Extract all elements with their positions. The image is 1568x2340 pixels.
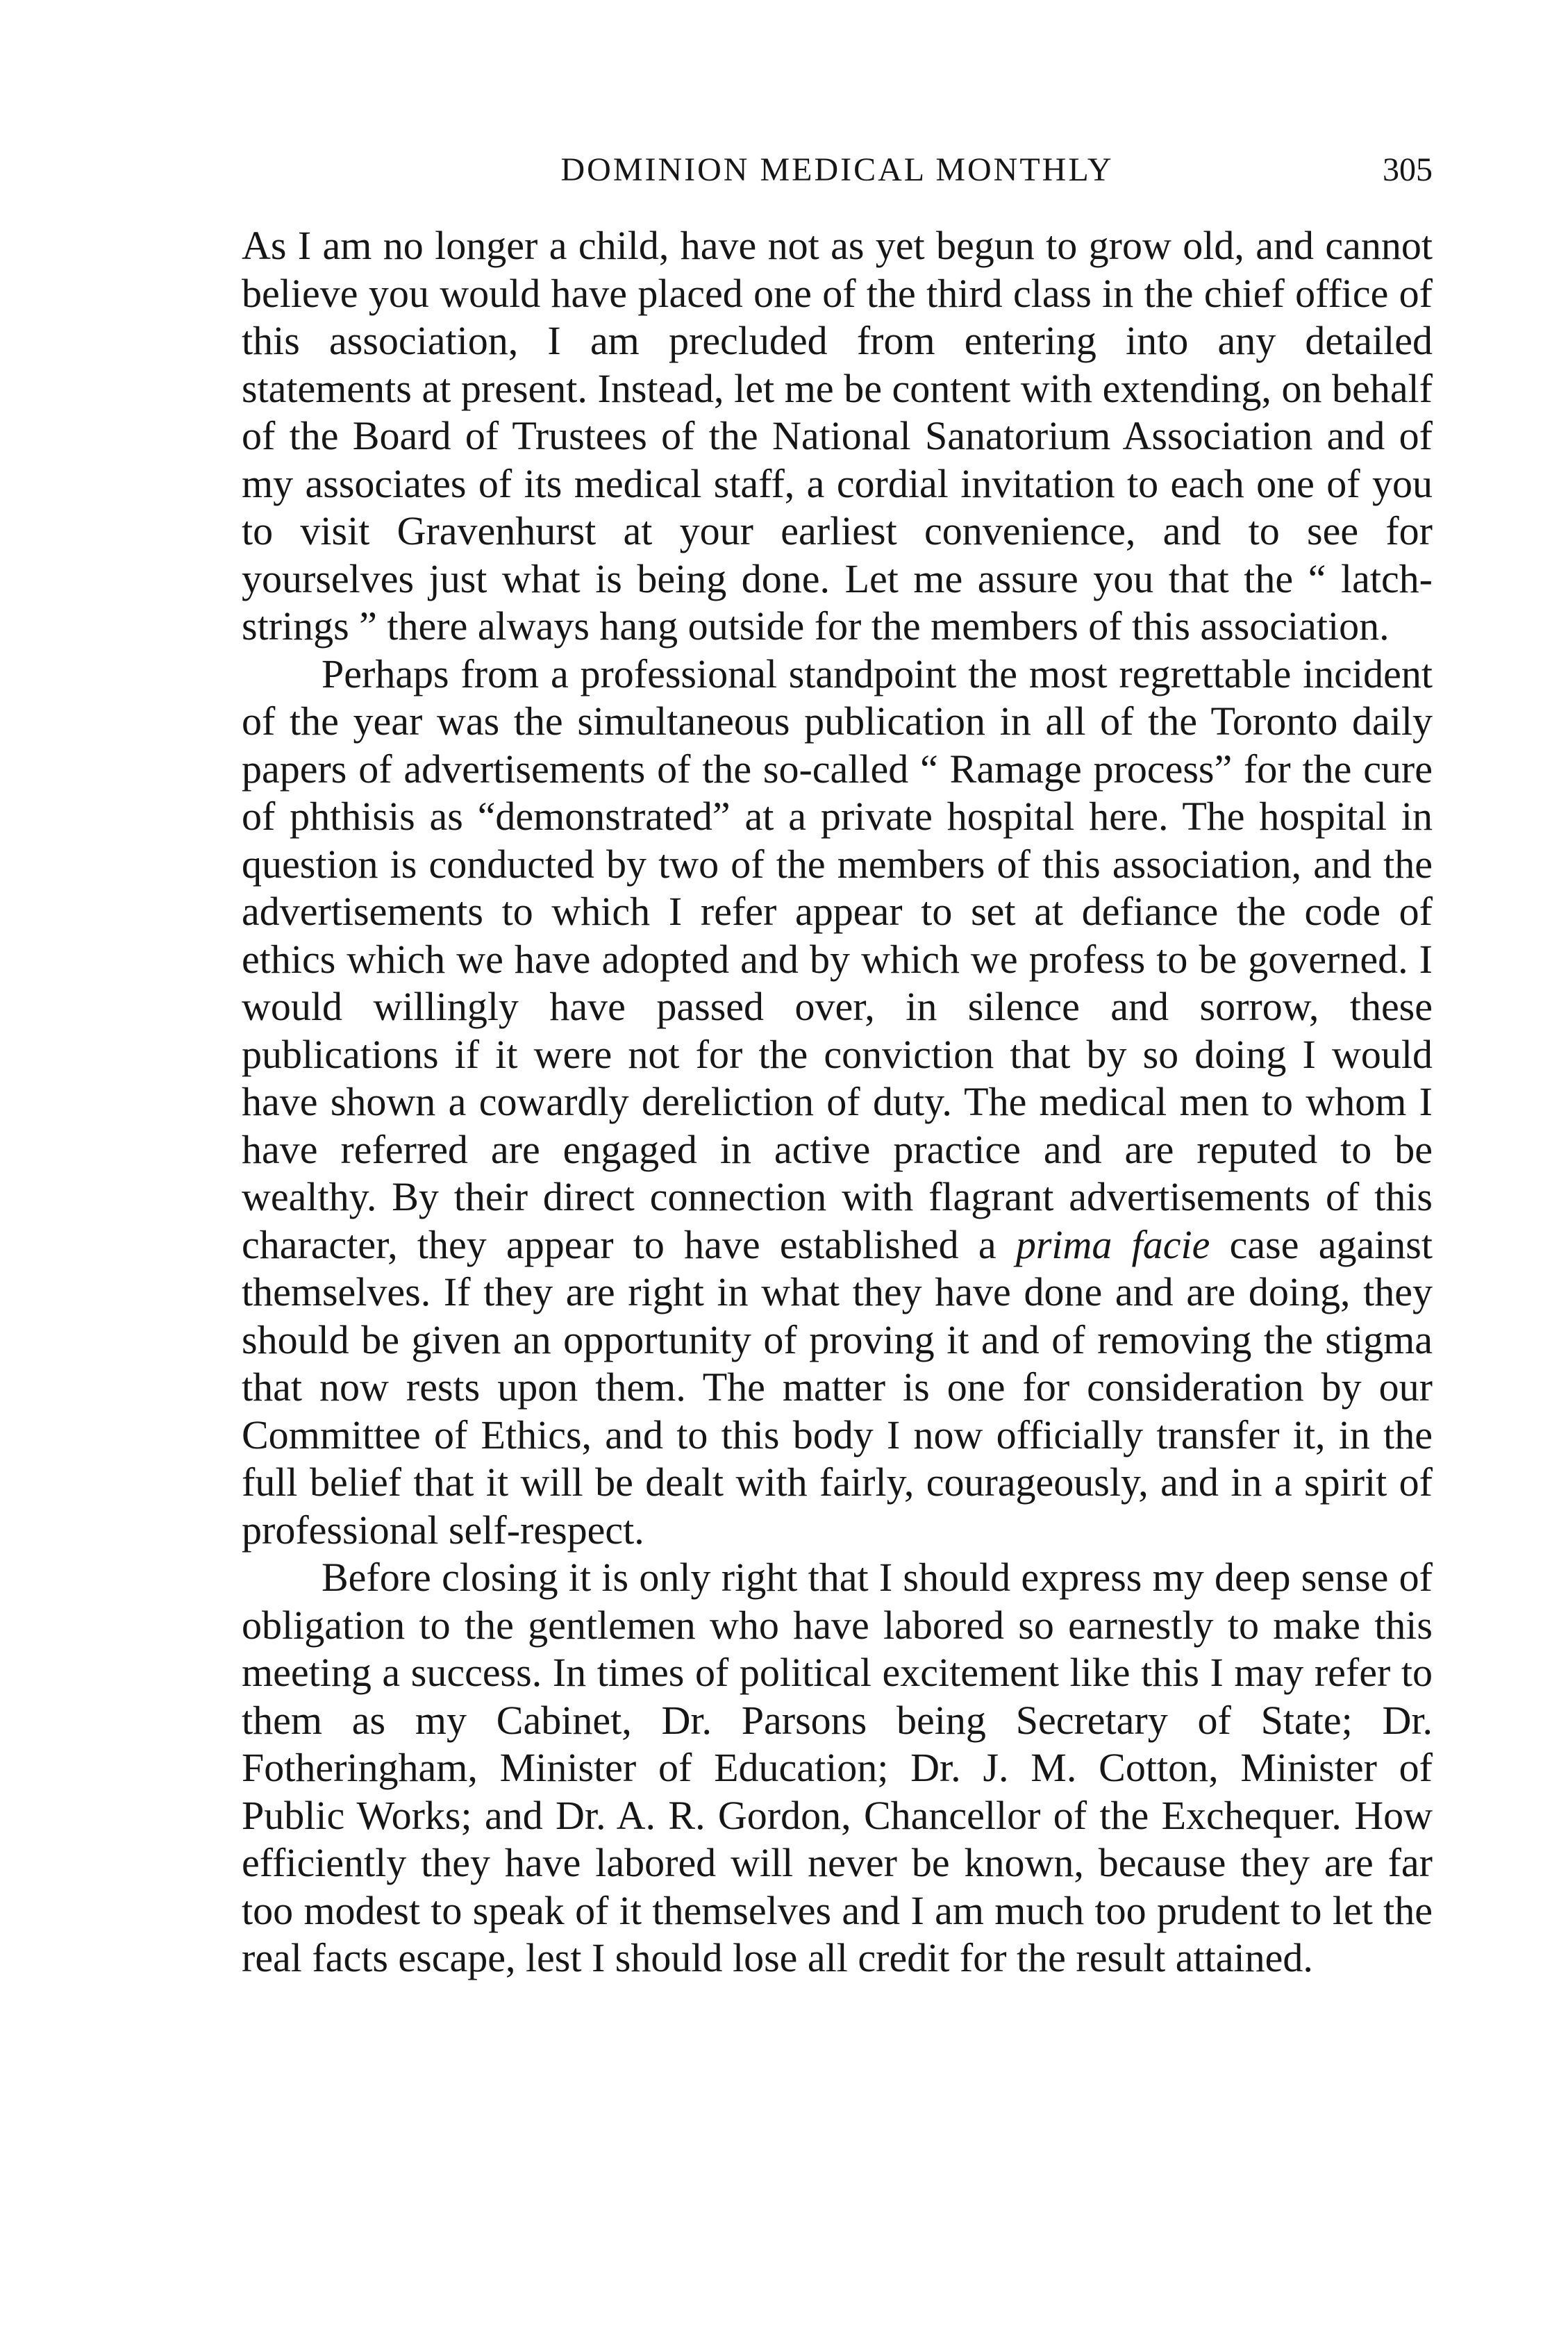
italic-phrase: prima facie xyxy=(1015,1221,1210,1267)
paragraph-text-after-emphasis: case against themselves. If they are right in what they have done and are doing, they should be given an opportunity of proving it and of removing the stigma that now rests upon them. The matter is one for consideration by our Committee of Ethics, and to this body I now officially transfer it, in the full belief that it will be dealt with fairly, courageously, and in a spirit of professional self-respect. xyxy=(242,1221,1433,1553)
paragraph-closing-thanks: Before closing it is only right that I should express my deep sense of obligation to the gentlemen who have labored so earnestly to make this meeting a success. In times of political excitement like this I may refer to them as my Cabinet, Dr. Parsons being Secretary of State; Dr. Fotheringham, Minister of Education; Dr. J. M. Cotton, Minister of Public Works; and Dr. A. R. Gordon, Chancellor of the Exchequer. How efficiently they have labored will never be known, because they are far too modest to speak of it themselves and I am much too prudent to let the real facts escape, lest I should lose all credit for the result attained. xyxy=(242,1555,1433,1980)
paragraph-invitation: As I am no longer a child, have not as yet begun to grow old, and cannot believe you would have placed one of the third class in the chief office of this association, I am precluded from entering into any detailed statements at present. Instead, let me be content with extending, on behalf of the Board of Trustees of the National Sanatorium Association and of my associates of its medical staff, a cordial invitation to each one of you to visit Gravenhurst at your earliest convenience, and to see for yourselves just what is being done. Let me assure you that the “ latch-strings ” there always hang outside for the members of this association. xyxy=(242,223,1433,649)
paragraph-ramage-process xyxy=(242,651,1433,1555)
running-head xyxy=(242,142,1433,198)
body-text xyxy=(242,222,1433,1982)
paragraph-text-before-emphasis: Perhaps from a professional standpoint the most regrettable incident of the year was the simultaneous publication in all of the Toronto daily papers of advertisements of the so-called “ Ramage process” for the cure of phthisis as “demonstrated” at a private hospital here. The hospital in question is conducted by two of the members of this association, and the advertisements to which I refer appear to set at defiance the code of ethics which we have adopted and by which we profess to be governed. I would willingly have passed over, in silence and sorrow, these publications if it were not for the conviction that by so doing I would have shown a cowardly dereliction of duty. The medical men to whom I have referred are engaged in active practice and are reputed to be wealthy. By their direct connection with flagrant advertisements of this character, they appear to have established a xyxy=(242,651,1433,1267)
journal-title: DOMINION MEDICAL MONTHLY xyxy=(560,151,1114,188)
page-number: 305 xyxy=(1383,151,1433,188)
